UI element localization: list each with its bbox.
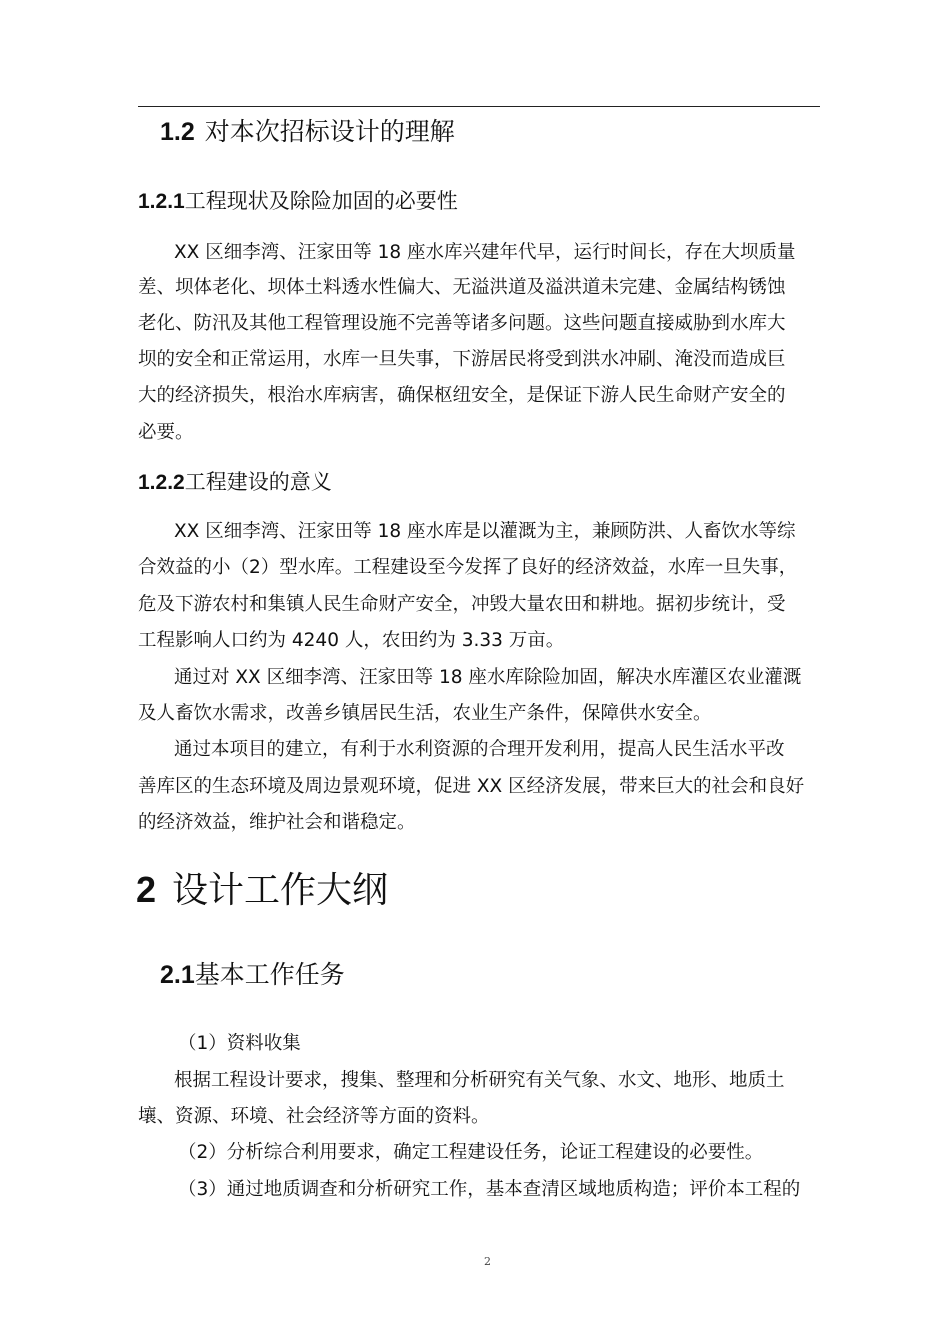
list-item-geology: （3）通过地质调查和分析研究工作，基本查清区域地质构造；评价本工程的 bbox=[178, 1179, 801, 1200]
text-line: 老化、防汛及其他工程管理设施不完善等诸多问题。这些问题直接威胁到水库大 bbox=[138, 313, 786, 334]
text-line: 差、坝体老化、坝体土料透水性偏大、无溢洪道及溢洪道未完建、金属结构锈蚀 bbox=[138, 277, 786, 298]
section-number: 1.2 bbox=[160, 118, 195, 146]
section-heading-2-1 bbox=[160, 955, 345, 991]
section-title: 工程现状及除险加固的必要性 bbox=[184, 189, 458, 213]
text-line: 必要。 bbox=[138, 422, 194, 443]
section-number: 2.1 bbox=[160, 961, 195, 989]
section-heading-1-2-1 bbox=[138, 185, 458, 215]
text-line: 危及下游农村和集镇人民生命财产安全，冲毁大量农田和耕地。据初步统计，受 bbox=[138, 594, 786, 615]
chapter-heading-2 bbox=[136, 862, 388, 913]
section-number: 1.2.2 bbox=[138, 471, 185, 494]
text-line: 合效益的小（2）型水库。工程建设至今发挥了良好的经济效益，水库一旦失事， bbox=[138, 557, 798, 578]
text-line: 善库区的生态环境及周边景观环境，促进 XX 区经济发展，带来巨大的社会和良好 bbox=[138, 776, 805, 797]
text-line: 坝的安全和正常运用，水库一旦失事，下游居民将受到洪水冲刷、淹没而造成巨 bbox=[138, 349, 786, 370]
text-line: 大的经济损失，根治水库病害，确保枢纽安全，是保证下游人民生命财产安全的 bbox=[138, 385, 786, 406]
page-number: 2 bbox=[484, 1255, 491, 1268]
list-item-utilization: （2）分析综合利用要求，确定工程建设任务，论证工程建设的必要性。 bbox=[178, 1142, 764, 1163]
list-item-data-collection: （1）资料收集 bbox=[178, 1033, 301, 1054]
text-line: 壤、资源、环境、社会经济等方面的资料。 bbox=[138, 1106, 490, 1127]
section-heading-1-2 bbox=[160, 112, 455, 148]
text-line: 通过本项目的建立，有利于水利资源的合理开发利用，提高人民生活水平改 bbox=[174, 739, 785, 760]
text-line: XX 区细李湾、汪家田等 18 座水库是以灌溉为主，兼顾防洪、人畜饮水等综 bbox=[174, 521, 796, 542]
text-line: 根据工程设计要求，搜集、整理和分析研究有关气象、水文、地形、地质土 bbox=[174, 1070, 785, 1091]
header-rule bbox=[138, 106, 820, 107]
text-line: XX 区细李湾、汪家田等 18 座水库兴建年代早，运行时间长，存在大坝质量 bbox=[174, 242, 796, 263]
section-heading-1-2-2 bbox=[138, 466, 332, 496]
chapter-title: 设计工作大纲 bbox=[172, 870, 389, 911]
section-number: 1.2.1 bbox=[138, 190, 185, 213]
section-title: 工程建设的意义 bbox=[184, 470, 332, 494]
text-line: 通过对 XX 区细李湾、汪家田等 18 座水库除险加固，解决水库灌区农业灌溉 bbox=[174, 667, 802, 688]
section-title: 对本次招标设计的理解 bbox=[204, 117, 455, 146]
text-line: 工程影响人口约为 4240 人，农田约为 3.33 万亩。 bbox=[138, 630, 565, 651]
text-line: 及人畜饮水需求，改善乡镇居民生活，农业生产条件，保障供水安全。 bbox=[138, 703, 712, 724]
chapter-number: 2 bbox=[136, 869, 157, 910]
text-line: 的经济效益，维护社会和谐稳定。 bbox=[138, 812, 416, 833]
section-title: 基本工作任务 bbox=[194, 960, 345, 989]
